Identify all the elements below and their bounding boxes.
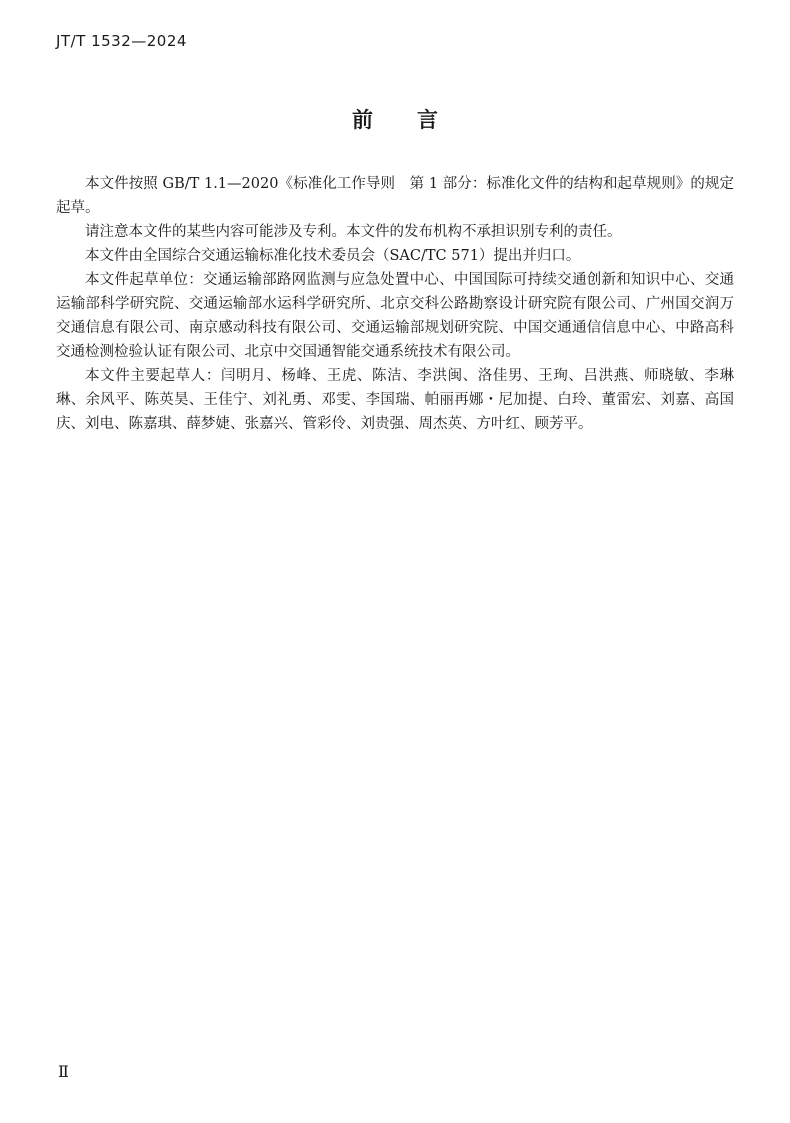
paragraph-patent-notice: 请注意本文件的某些内容可能涉及专利。本文件的发布机构不承担识别专利的责任。 bbox=[85, 224, 622, 240]
paragraph-drafting-rules: 本文件按照 GB/T 1.1—2020《标准化工作导则 第 1 部分：标准化文件的结构和起草规则》的规定起草。 bbox=[56, 176, 734, 216]
page-title: 前言 bbox=[352, 108, 482, 132]
paragraph-drafting-units: 本文件起草单位：交通运输部路网监测与应急处置中心、中国国际可持续交通创新和知识中心、交通运输部科学研究院、交通运输部水运科学研究所、北京交科公路勘察设计研究院有限公司、广州国交润万交通信息有限公司、南京感动科技有限公司、交通运输部规划研究院、中国交通通信信息中心、中路高科交通检测检验认证有限公司、北京中交国通智能交通系统技术有限公司。 bbox=[56, 272, 734, 360]
foreword-body bbox=[56, 172, 734, 436]
document-code: JT/T 1532—2024 bbox=[56, 32, 187, 50]
paragraph-main-drafters: 本文件主要起草人：闫明月、杨峰、王虎、陈洁、李洪闽、洛佳男、王珣、吕洪燕、师晓敏、李琳琳、余风平、陈英昊、王佳宁、刘礼勇、邓雯、李国瑞、帕丽再娜・尼加提、白玲、董雷宏、刘嘉、高国庆、刘电、陈嘉琪、薛梦婕、张嘉兴、管彩伶、刘贵强、周杰英、方叶红、顾芳平。 bbox=[56, 368, 734, 432]
paragraph-proposer: 本文件由全国综合交通运输标准化技术委员会（SAC/TC 571）提出并归口。 bbox=[85, 248, 581, 264]
page-number: Ⅱ bbox=[58, 1062, 69, 1081]
